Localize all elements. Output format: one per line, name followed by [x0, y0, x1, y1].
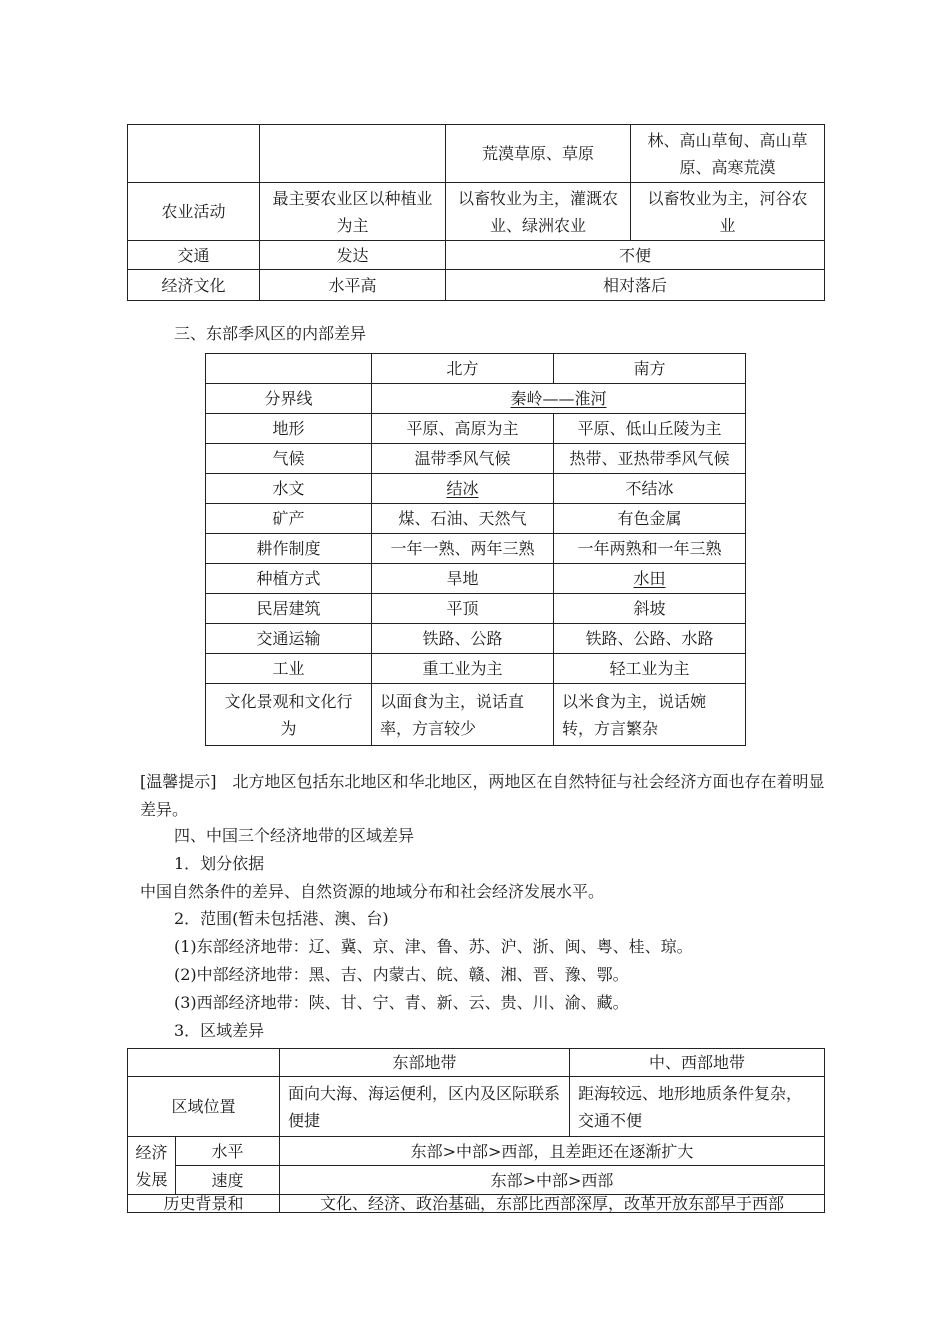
- table3-cell: 东部>中部>西部: [280, 1166, 825, 1195]
- table1-text: 为主: [336, 215, 369, 235]
- row-label: 水平: [176, 1137, 280, 1166]
- table2-cell: 热带、亚热带季风气候: [554, 444, 746, 474]
- table2-cell: [372, 474, 554, 504]
- subheading: 1．划分依据: [174, 854, 265, 873]
- row-label: 交通: [128, 241, 260, 270]
- tip-paragraph: [温馨提示] 北方地区包括东北地区和华北地区，两地区在自然特征与社会经济方面也存在着明显差异。: [140, 772, 825, 819]
- table1-cell: [260, 125, 446, 183]
- table2-cell: [372, 384, 746, 414]
- row-label: 交通运输: [206, 624, 372, 654]
- list-item: (3)西部经济地带：陕、甘、宁、青、新、云、贵、川、渝、藏。: [174, 993, 629, 1012]
- row-label: 经济文化: [128, 270, 260, 301]
- table2-cell: 一年两熟和一年三熟: [554, 534, 746, 564]
- table2-header: 北方: [372, 354, 554, 384]
- section-heading: 四、中国三个经济地带的区域差异: [174, 826, 415, 845]
- table1-text: 最主要农业区以种植业: [272, 188, 433, 208]
- subheading: 3．区域差异: [174, 1021, 265, 1040]
- table2-header: [206, 354, 372, 384]
- row-label: 农业活动: [128, 183, 260, 241]
- table3-cell: 文化、经济、政治基础，东部比西部深厚，改革开放东部早于西部: [280, 1195, 825, 1213]
- list-item: (1)东部经济地带：辽、冀、京、津、鲁、苏、沪、浙、闽、粤、桂、琼。: [174, 937, 693, 956]
- table3-header: [128, 1049, 280, 1077]
- table1-text: 业: [719, 215, 736, 235]
- table1-text: 以畜牧业为主，灌溉农: [457, 188, 618, 208]
- table1-cell: [260, 183, 446, 241]
- row-label: 速度: [176, 1166, 280, 1195]
- table3-header: 中、西部地带: [570, 1049, 825, 1077]
- table2-cell: 温带季风气候: [372, 444, 554, 474]
- table2-header: 南方: [554, 354, 746, 384]
- table1-cell: 荒漠草原、草原: [446, 125, 631, 183]
- row-label: 耕作制度: [206, 534, 372, 564]
- table2-cell: 重工业为主: [372, 654, 554, 684]
- table2-cell: 平原、低山丘陵为主: [554, 414, 746, 444]
- table1-text: 原、高寒荒漠: [679, 157, 776, 177]
- row-label: 分界线: [206, 384, 372, 414]
- table3-cell: 距海较远、地形地质条件复杂，交通不便: [570, 1077, 825, 1137]
- row-label: 矿产: [206, 504, 372, 534]
- table2-cell: 旱地: [372, 564, 554, 594]
- table1-cell: 发达: [260, 241, 446, 270]
- row-label: 文化景观和文化行为: [206, 684, 372, 746]
- row-label: 经济发展: [128, 1137, 176, 1195]
- table1-cell: [631, 125, 825, 183]
- subheading: 2．范围(暂未包括港、澳、台): [174, 909, 389, 928]
- table1-cell: 水平高: [260, 270, 446, 301]
- economic-zone-table: [127, 1048, 825, 1213]
- table1-cell: [128, 125, 260, 183]
- table2-cell: 以米食为主，说话婉转，方言繁杂: [554, 684, 746, 746]
- table2-cell: 斜坡: [554, 594, 746, 624]
- row-label: 区域位置: [128, 1077, 280, 1137]
- row-label: 气候: [206, 444, 372, 474]
- table2-cell: 一年一熟、两年三熟: [372, 534, 554, 564]
- table2-cell: 煤、石油、天然气: [372, 504, 554, 534]
- table1-text: 业、绿洲农业: [489, 215, 586, 235]
- table3-cell: 面向大海、海运便利，区内及区际联系便捷: [280, 1077, 570, 1137]
- table1-cell: 相对落后: [446, 270, 825, 301]
- section-heading: 三、东部季风区的内部差异: [174, 324, 367, 343]
- paragraph: 中国自然条件的差异、自然资源的地域分布和社会经济发展水平。: [140, 882, 605, 901]
- row-label: 工业: [206, 654, 372, 684]
- table2-cell: 以面食为主，说话直率，方言较少: [372, 684, 554, 746]
- table2-cell: 铁路、公路、水路: [554, 624, 746, 654]
- table1-cell: [446, 183, 631, 241]
- table2-cell: 平顶: [372, 594, 554, 624]
- table2-cell: 铁路、公路: [372, 624, 554, 654]
- natural-region-table: [127, 124, 825, 301]
- table3-cell: 东部>中部>西部，且差距还在逐渐扩大: [280, 1137, 825, 1166]
- row-label: 民居建筑: [206, 594, 372, 624]
- row-label: 历史背景和: [128, 1195, 280, 1213]
- table1-cell: [631, 183, 825, 241]
- table2-text: 结冰: [446, 479, 479, 498]
- list-item: (2)中部经济地带：黑、吉、内蒙古、皖、赣、湘、晋、豫、鄂。: [174, 965, 629, 984]
- table1-text: 以畜牧业为主，河谷农: [647, 188, 808, 208]
- table1-cell: 不便: [446, 241, 825, 270]
- table2-cell: [554, 564, 746, 594]
- table2-text: 水田: [633, 569, 666, 588]
- table2-cell: 轻工业为主: [554, 654, 746, 684]
- table2-text: 秦岭——淮河: [510, 389, 607, 408]
- table2-cell: 不结冰: [554, 474, 746, 504]
- table1-text: 林、高山草甸、高山草: [647, 130, 808, 150]
- table3-header: 东部地带: [280, 1049, 570, 1077]
- table2-cell: 有色金属: [554, 504, 746, 534]
- monsoon-region-table: [205, 353, 746, 746]
- table2-cell: 平原、高原为主: [372, 414, 554, 444]
- row-label: 种植方式: [206, 564, 372, 594]
- row-label: 水文: [206, 474, 372, 504]
- row-label: 地形: [206, 414, 372, 444]
